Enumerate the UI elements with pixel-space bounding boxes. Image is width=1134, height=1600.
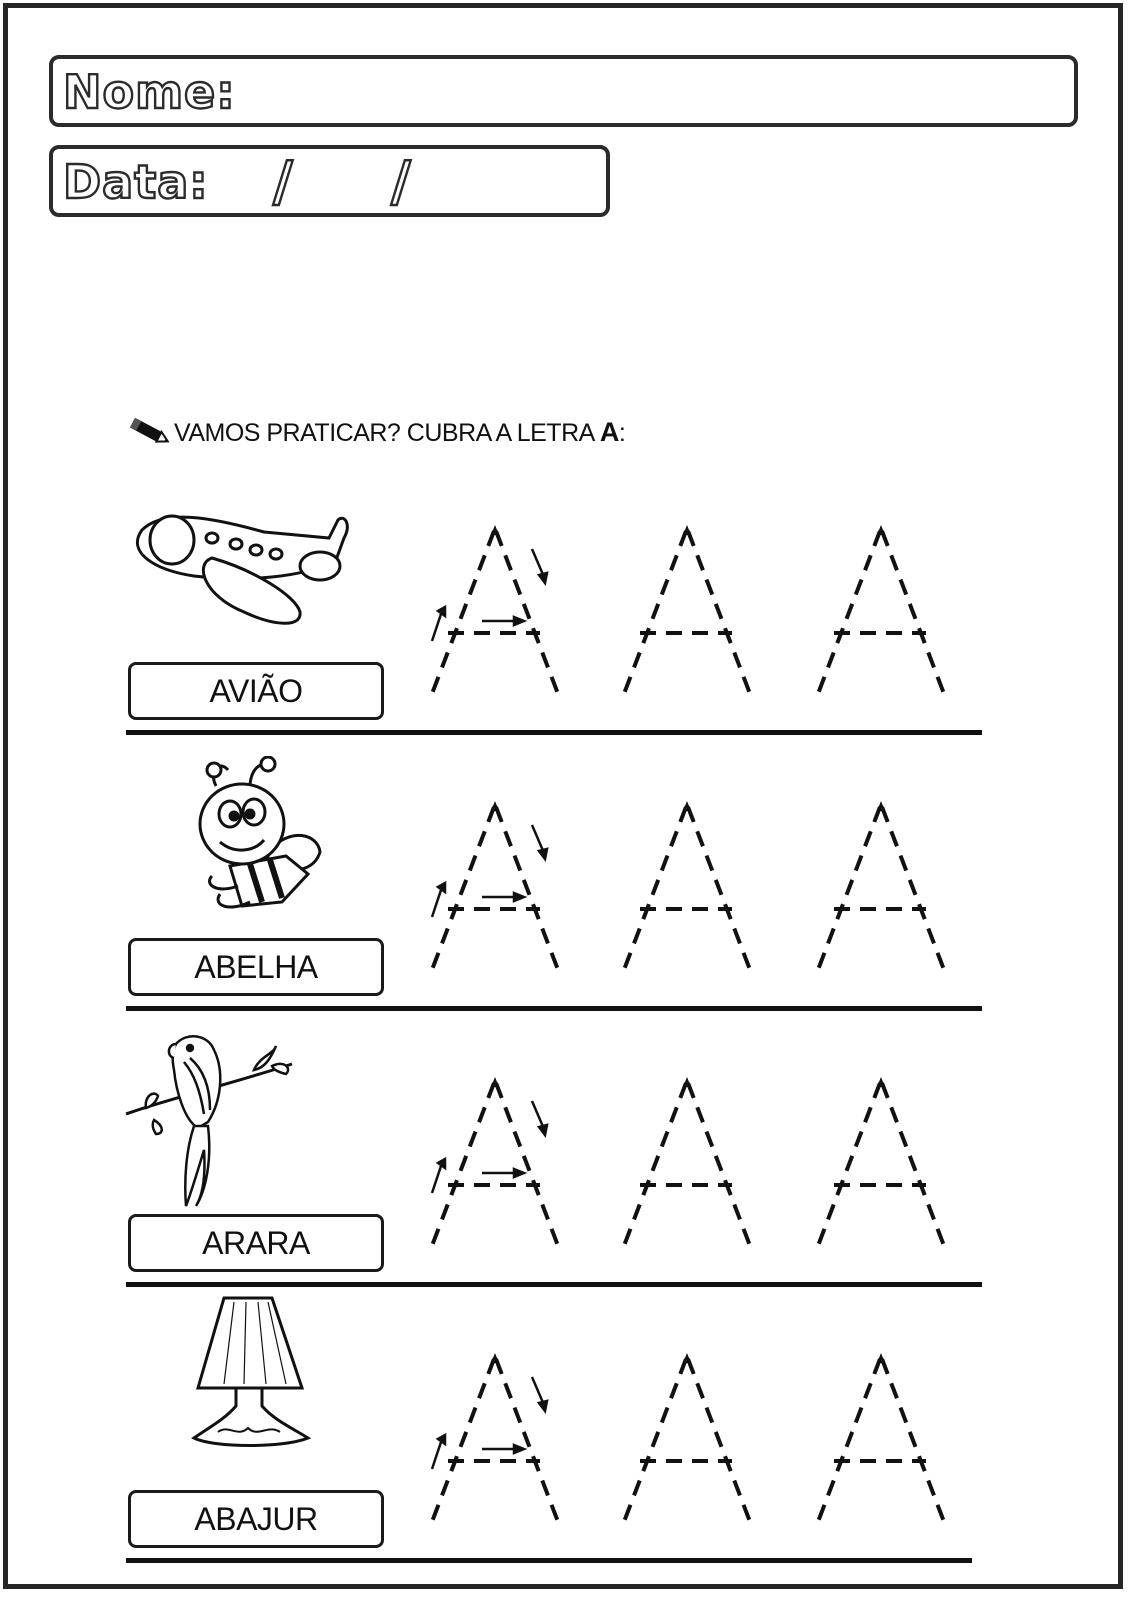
stroke-direction-arrows xyxy=(432,825,547,917)
word-label: ABELHA xyxy=(194,948,318,985)
trace-letter-a xyxy=(420,523,570,703)
trace-letter-a xyxy=(420,799,570,979)
date-separator: / xyxy=(391,150,411,213)
trace-letter-a xyxy=(806,1351,956,1531)
trace-letter-a xyxy=(806,799,956,979)
trace-letter-a xyxy=(806,1075,956,1255)
word-label: ABAJUR xyxy=(194,1500,318,1537)
instruction xyxy=(126,412,625,452)
stroke-direction-arrows xyxy=(432,1101,547,1193)
name-field[interactable] xyxy=(49,55,1078,127)
practice-row xyxy=(0,1316,1134,1592)
row-separator xyxy=(126,730,982,735)
word-label: AVIÃO xyxy=(209,672,303,709)
bee-icon xyxy=(190,756,330,918)
instruction-text: VAMOS PRATICAR? CUBRA A LETRA A: xyxy=(174,416,626,447)
stroke-direction-arrows xyxy=(432,549,547,641)
word-box xyxy=(128,662,384,720)
trace-letter-a xyxy=(612,1351,762,1531)
airplane-icon xyxy=(124,500,350,630)
trace-letter-a xyxy=(420,1351,570,1531)
pencil-icon xyxy=(126,414,172,450)
stroke-direction-arrows xyxy=(432,1377,547,1469)
word-box xyxy=(128,1214,384,1272)
row-separator xyxy=(126,1006,982,1011)
practice-row xyxy=(0,1040,1134,1316)
date-field[interactable] xyxy=(49,145,610,217)
word-box xyxy=(128,938,384,996)
name-label: Nome: xyxy=(63,65,236,119)
row-separator xyxy=(126,1558,972,1563)
word-label: ARARA xyxy=(202,1224,310,1261)
trace-letter-a xyxy=(612,1075,762,1255)
date-label: Data: xyxy=(63,155,209,209)
trace-letter-a xyxy=(420,1075,570,1255)
trace-letter-a xyxy=(806,523,956,703)
word-box xyxy=(128,1490,384,1548)
practice-row xyxy=(0,764,1134,1040)
date-separator: / xyxy=(273,150,293,213)
lamp-icon xyxy=(184,1288,314,1458)
macaw-icon xyxy=(124,1030,294,1210)
trace-letter-a xyxy=(612,523,762,703)
trace-letter-a xyxy=(612,799,762,979)
row-separator xyxy=(126,1282,982,1287)
practice-row xyxy=(0,488,1134,764)
